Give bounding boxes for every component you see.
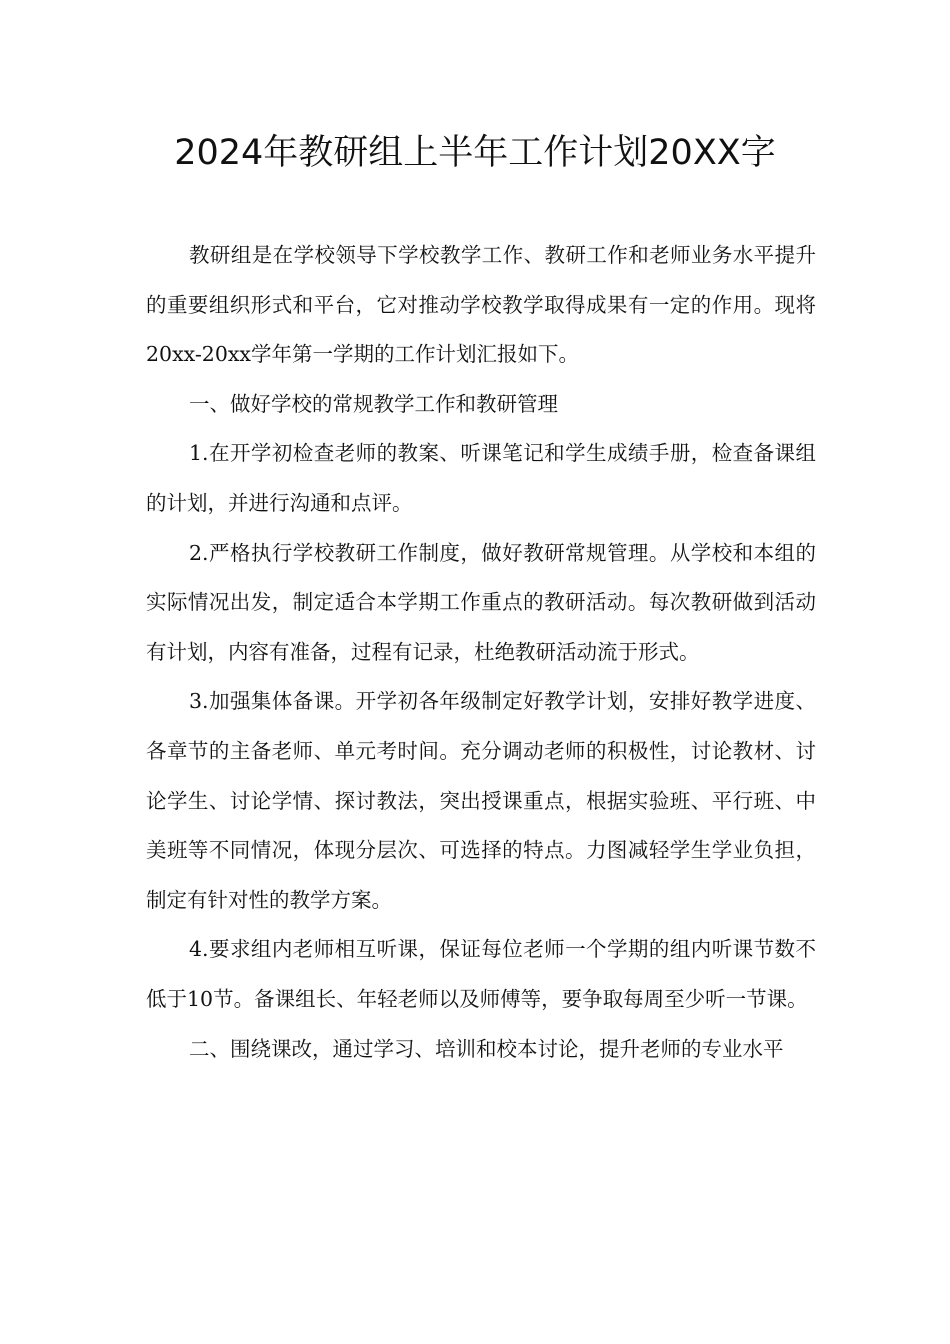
document-title: 2024年教研组上半年工作计划20XX字: [174, 133, 776, 173]
list-item-2: 2.严格执行学校教研工作制度，做好教研常规管理。从学校和本组的实际情况出发，制定适合本学期工作重点的教研活动。每次教研做到活动有计划，内容有准备，过程有记录，杜绝教研活动流于形式。: [146, 540, 816, 664]
document-body: [146, 231, 816, 1074]
list-item-1: 1.在开学初检查老师的教案、听课笔记和学生成绩手册，检查备课组的计划，并进行沟通和点评。: [146, 441, 816, 515]
section-heading-1: 一、做好学校的常规教学工作和教研管理: [189, 391, 558, 416]
list-item-3: 3.加强集体备课。开学初各年级制定好教学计划，安排好教学进度、各章节的主备老师、单元考时间。充分调动老师的积极性，讨论教材、讨论学生、讨论学情、探讨教法，突出授课重点，根据实验班、平行班、中美班等不同情况，体现分层次、可选择的特点。力图减轻学生学业负担，制定有针对性的教学方案。: [146, 689, 816, 912]
section-heading-2: 二、围绕课改，通过学习、培训和校本讨论，提升老师的专业水平: [189, 1036, 784, 1061]
paragraph-intro: 教研组是在学校领导下学校教学工作、教研工作和老师业务水平提升的重要组织形式和平台，它对推动学校教学取得成果有一定的作用。现将20xx-20xx学年第一学期的工作计划汇报如下。: [146, 243, 816, 367]
list-item-4: 4.要求组内老师相互听课，保证每位老师一个学期的组内听课节数不低于10节。备课组长、年轻老师以及师傅等，要争取每周至少听一节课。: [146, 937, 816, 1011]
